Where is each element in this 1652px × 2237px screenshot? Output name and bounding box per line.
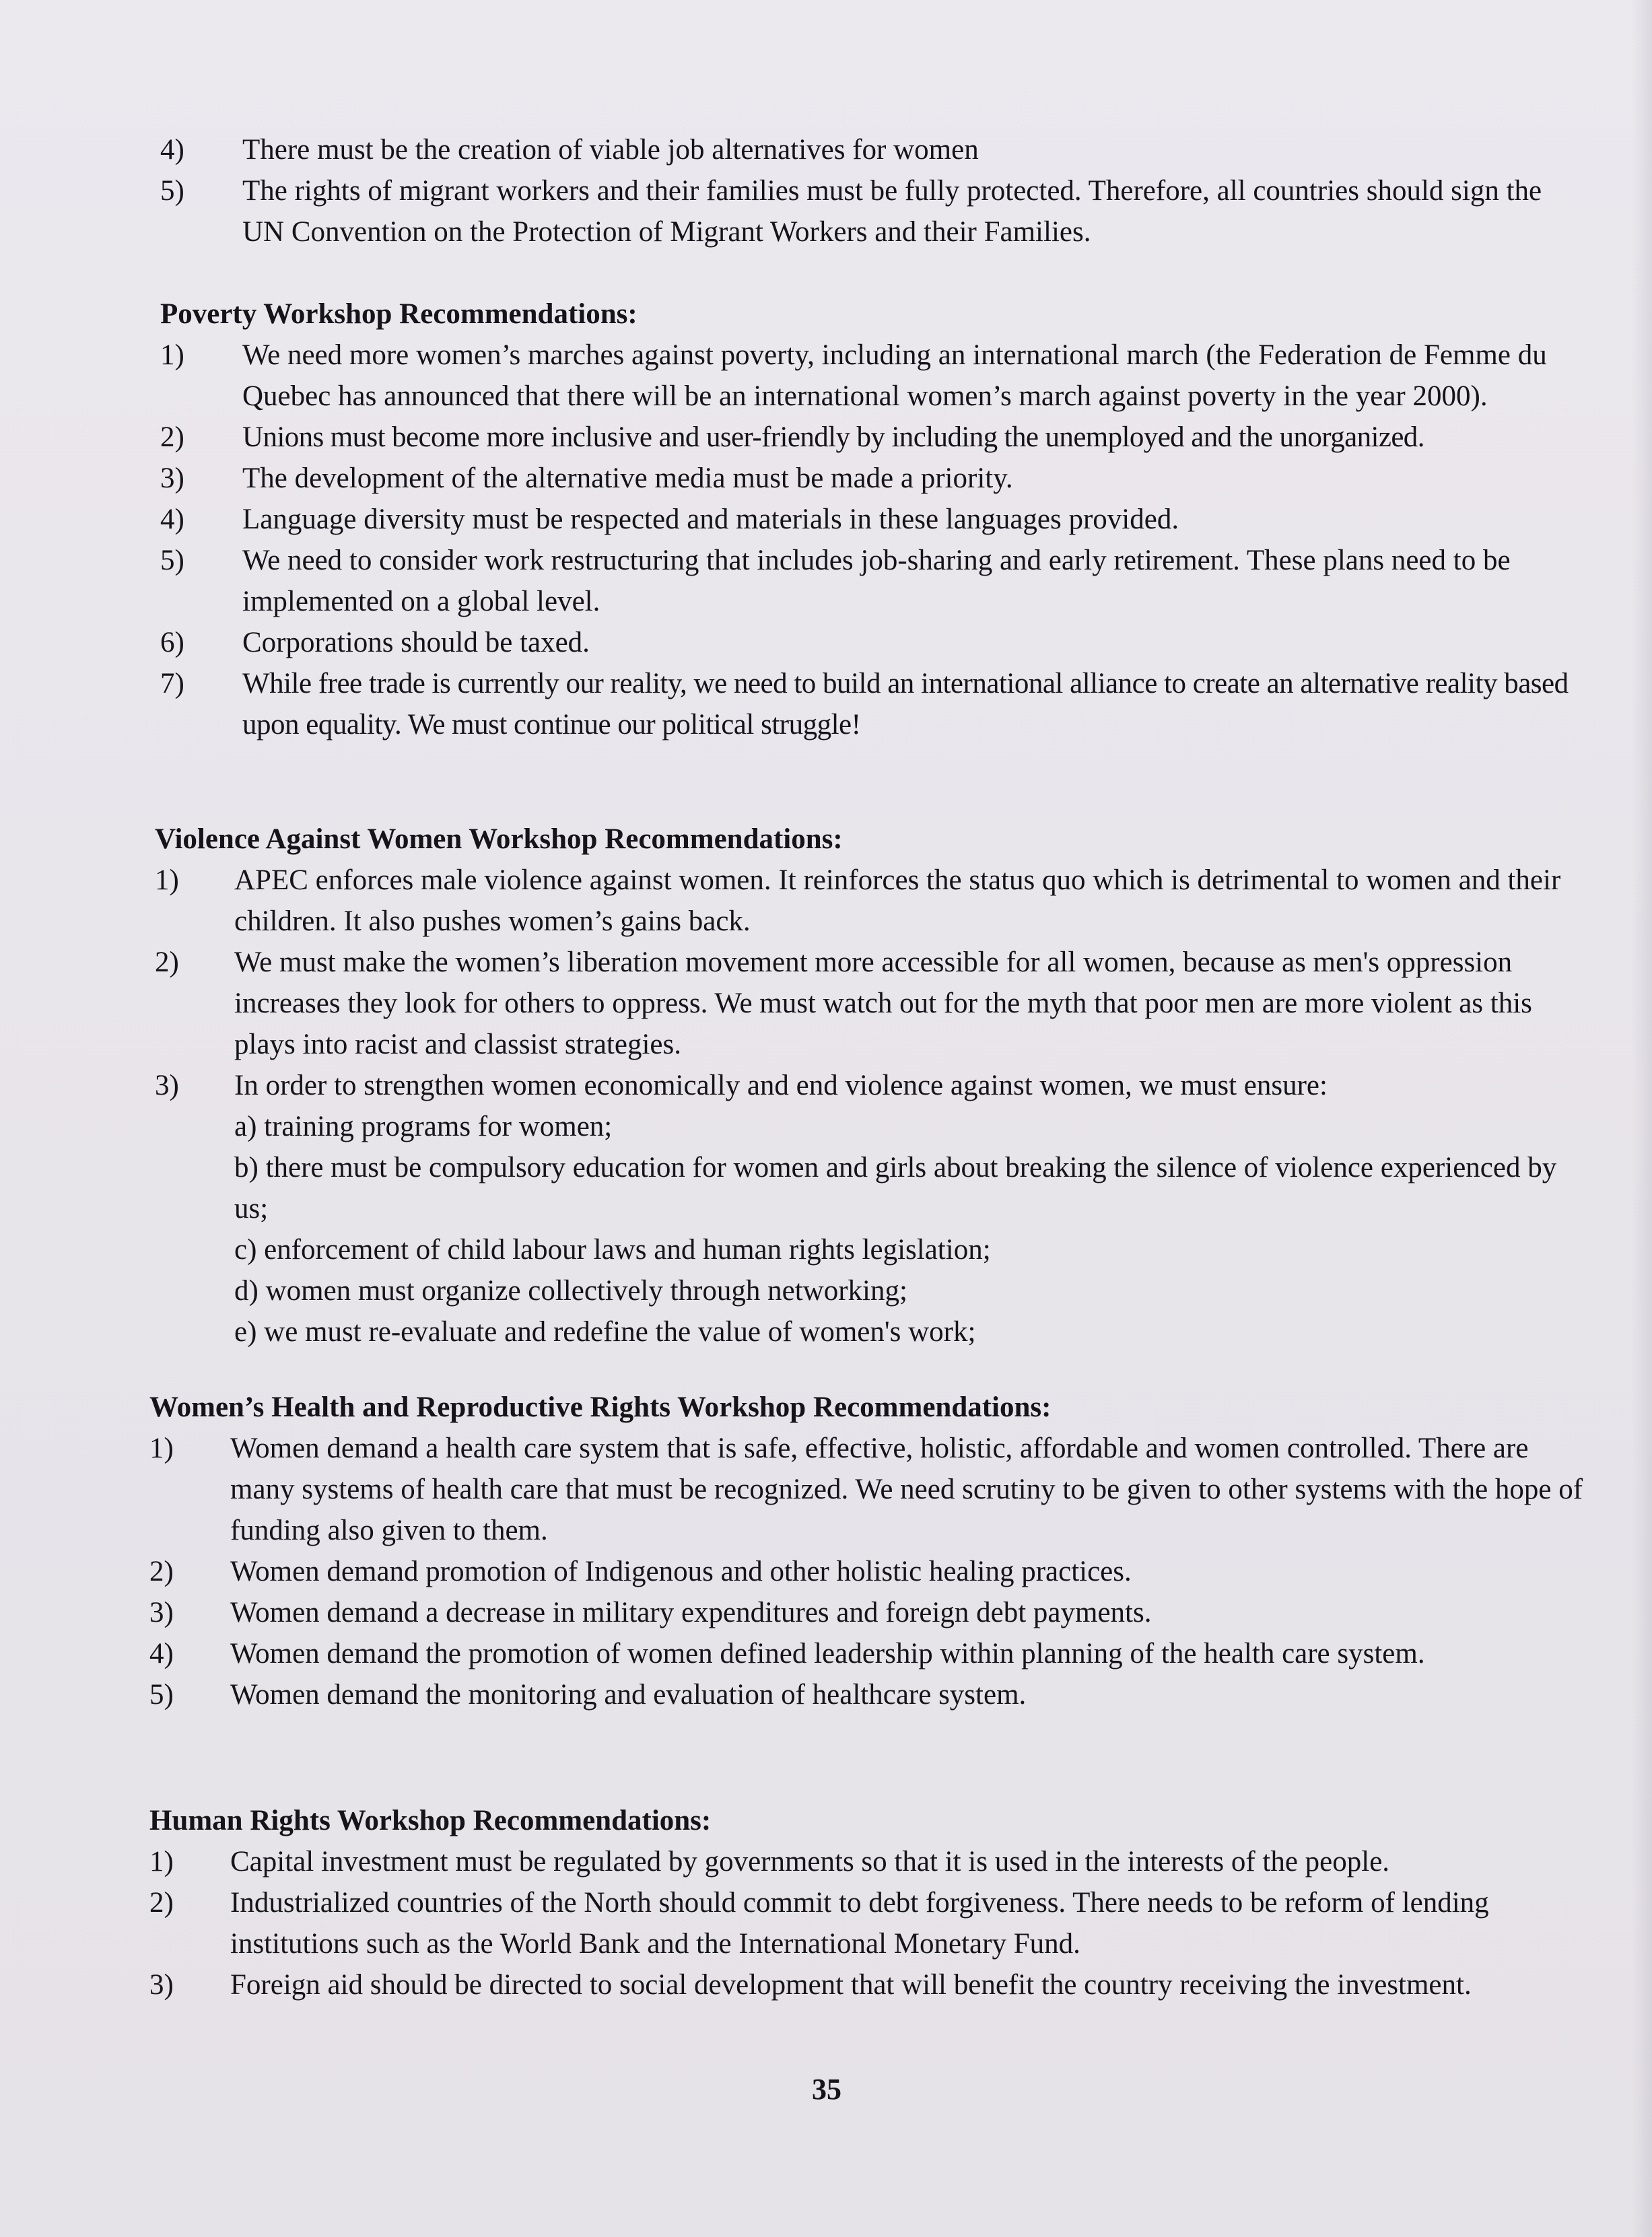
- sub-list: [155, 1106, 1582, 1352]
- list-item: [160, 170, 1581, 252]
- item-text: Industrialized countries of the North should commit to debt forgiveness. There needs to be reform of lending institutions such as the World Bank and the International Monetary Fund.: [230, 1887, 1489, 1960]
- list-item: [155, 942, 1582, 1065]
- list-item: [149, 1633, 1583, 1674]
- section-heading: Poverty Workshop Recommendations:: [160, 298, 638, 330]
- item-number: 4): [160, 134, 184, 166]
- list-item: [149, 1551, 1583, 1592]
- list-item: [160, 129, 1581, 170]
- item-text: The rights of migrant workers and their families must be fully protected. Therefore, all countries should sign the UN Convention on the Protection of Migrant Workers and their Families.: [242, 175, 1542, 248]
- section-heading: Human Rights Workshop Recommendations:: [149, 1805, 712, 1836]
- list-item: [149, 1428, 1583, 1551]
- item-text: APEC enforces male violence against women. It reinforces the status quo which is detrimental to women and their children. It also pushes women’s gains back.: [234, 864, 1561, 937]
- item-number: 1): [149, 1846, 174, 1878]
- sub-item: a) training programs for women;: [234, 1111, 613, 1142]
- item-number: 1): [149, 1433, 174, 1464]
- item-text: Corporations should be taxed.: [242, 627, 590, 658]
- list-item: [149, 1882, 1583, 1964]
- page-number: 35: [812, 2073, 841, 2106]
- item-text: Women demand promotion of Indigenous and other holistic healing practices.: [230, 1556, 1132, 1587]
- item-number: 4): [160, 504, 184, 535]
- item-text: Women demand a health care system that is safe, effective, holistic, affordable and women controlled. There are many systems of health care that must be recognized. We need scrutiny to be given to other systems with the hope of funding also given to them.: [230, 1433, 1583, 1546]
- list-item: [149, 1592, 1583, 1633]
- list-item: [160, 622, 1581, 663]
- item-number: 1): [160, 339, 184, 371]
- item-text: Capital investment must be regulated by governments so that it is used in the interests of the people.: [230, 1846, 1390, 1878]
- item-number: 5): [149, 1679, 174, 1711]
- item-text: Language diversity must be respected and materials in these languages provided.: [242, 504, 1179, 535]
- list-item: [149, 1674, 1583, 1715]
- sub-item: b) there must be compulsory education for women and girls about breaking the silence of violence experienced by us;: [234, 1152, 1557, 1225]
- poverty-section: [160, 294, 1581, 745]
- health-section: [149, 1387, 1583, 1715]
- item-text: We must make the women’s liberation movement more accessible for all women, because as men's oppression increases they look for others to oppress. We must watch out for the myth that poor men are more violent as this plays into racist and classist strategies.: [234, 947, 1532, 1060]
- section-heading: Violence Against Women Workshop Recommendations:: [155, 823, 843, 855]
- item-number: 3): [149, 1969, 174, 2001]
- item-text: Foreign aid should be directed to social development that will benefit the country receiving the investment.: [230, 1969, 1472, 2001]
- item-text: The development of the alternative media must be made a priority.: [242, 462, 1013, 494]
- sub-item: d) women must organize collectively through networking;: [234, 1275, 907, 1307]
- list-item: [160, 458, 1581, 499]
- item-text: In order to strengthen women economically and end violence against women, we must ensure:: [234, 1070, 1328, 1101]
- item-text: Women demand a decrease in military expenditures and foreign debt payments.: [230, 1597, 1152, 1628]
- item-text: Unions must become more inclusive and user-friendly by including the unemployed and the unorganized.: [242, 421, 1424, 453]
- list-item: [155, 1065, 1582, 1106]
- human-rights-section: [149, 1800, 1583, 2005]
- item-number: 3): [149, 1597, 174, 1628]
- item-number: 7): [160, 668, 184, 699]
- item-text: Women demand the promotion of women defined leadership within planning of the health care system.: [230, 1638, 1425, 1670]
- list-item: [160, 499, 1581, 540]
- item-text: There must be the creation of viable job alternatives for women: [242, 134, 979, 166]
- item-number: 2): [155, 947, 179, 978]
- sub-item: e) we must re-evaluate and redefine the value of women's work;: [234, 1316, 976, 1348]
- item-number: 2): [149, 1887, 174, 1919]
- item-text: We need more women’s marches against poverty, including an international march (the Federation de Femme du Quebec has announced that there will be an international women’s march against poverty in the year 2000).: [242, 339, 1547, 412]
- item-number: 2): [160, 421, 184, 453]
- item-number: 4): [149, 1638, 174, 1670]
- list-item: [155, 860, 1582, 942]
- violence-section: [155, 819, 1582, 1352]
- list-item: [160, 663, 1581, 745]
- list-item: [160, 335, 1581, 417]
- list-item: [149, 1964, 1583, 2005]
- item-number: 5): [160, 175, 184, 207]
- item-number: 6): [160, 627, 184, 658]
- list-item: [160, 540, 1581, 622]
- section-heading: Women’s Health and Reproductive Rights Workshop Recommendations:: [149, 1391, 1052, 1423]
- list-item: [149, 1841, 1583, 1882]
- item-number: 3): [160, 462, 184, 494]
- list-item: [160, 417, 1581, 458]
- item-number: 2): [149, 1556, 174, 1587]
- item-number: 1): [155, 864, 179, 896]
- item-text: While free trade is currently our reality, we need to build an international alliance to create an alternative reality based upon equality. We must continue our political struggle!: [242, 668, 1569, 741]
- item-text: We need to consider work restructuring that includes job-sharing and early retirement. These plans need to be implemented on a global level.: [242, 545, 1511, 617]
- sub-item: c) enforcement of child labour laws and human rights legislation;: [234, 1234, 991, 1266]
- item-number: 5): [160, 545, 184, 576]
- item-number: 3): [155, 1070, 179, 1101]
- item-text: Women demand the monitoring and evaluation of healthcare system.: [230, 1679, 1027, 1711]
- top-list: [160, 129, 1581, 252]
